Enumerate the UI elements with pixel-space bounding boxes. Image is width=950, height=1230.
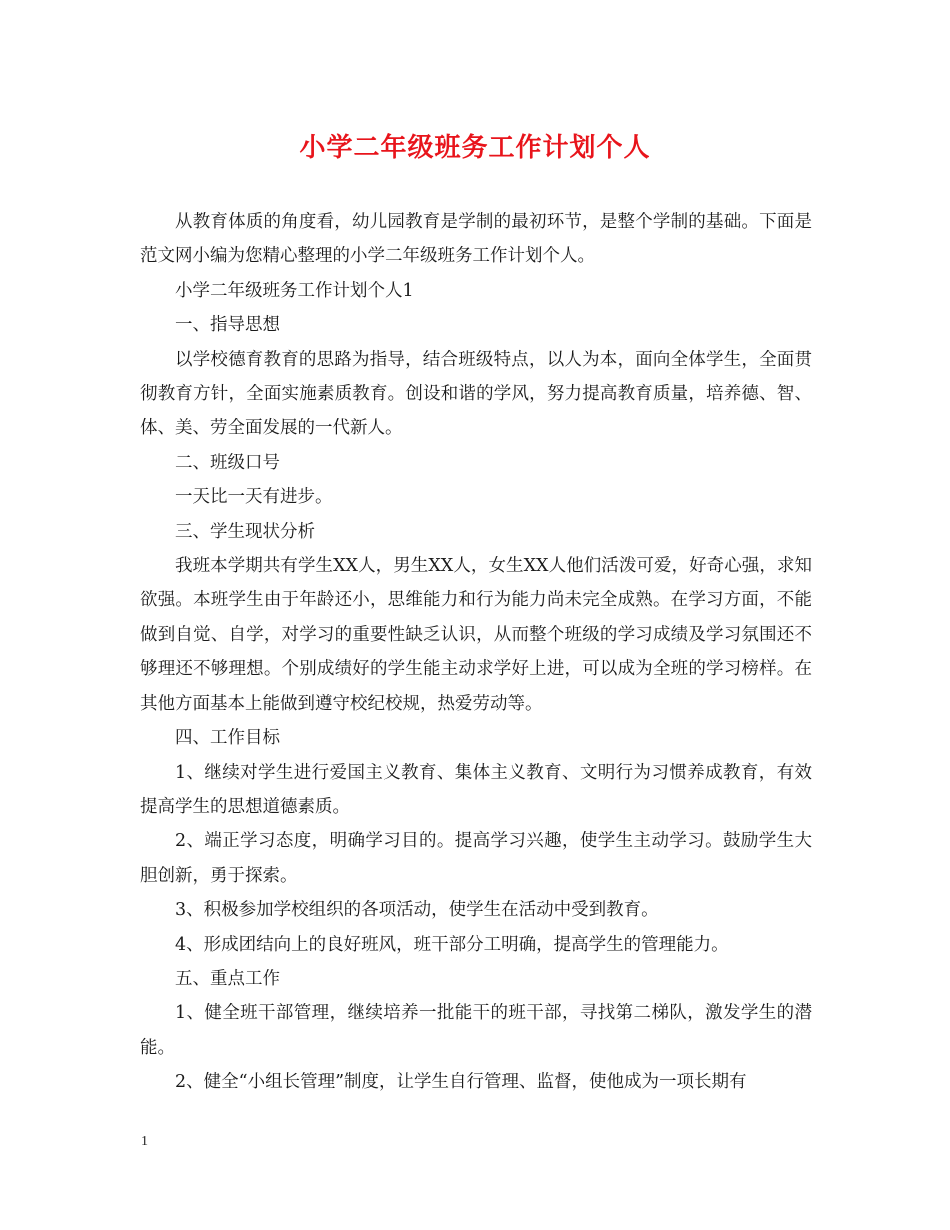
list-item: 4、形成团结向上的良好班风，班干部分工明确，提高学生的管理能力。 xyxy=(175,934,729,955)
paragraph: 一天比一天有进步。 xyxy=(175,487,333,508)
list-item: 2、健全“小组长管理”制度，让学生自行管理、监督，使他成为一项长期有 xyxy=(175,1072,747,1093)
paragraph: 我班本学期共有学生XX人，男生XX人，女生XX人他们活泼可爱，好奇心强，求知欲强。本班学生由于年龄还小，思维能力和行为能力尚未完全成熟。在学习方面，不能做到自觉、自学，对学习的重要性缺乏认识，从而整个班级的学习成绩及学习氛围还不够理还不够理想。个别成绩好的学生能主动求学好上进，可以成为全班的学习榜样。在其他方面基本上能做到遵守校纪校规，热爱劳动等。 xyxy=(140,556,812,714)
section-heading: 二、班级口号 xyxy=(175,452,280,473)
section-heading: 三、学生现状分析 xyxy=(175,521,315,542)
section-heading: 一、指导思想 xyxy=(175,315,280,336)
section-heading: 四、工作目标 xyxy=(175,728,280,749)
document-title: 小学二年级班务工作计划个人 xyxy=(299,133,651,163)
list-item: 1、健全班干部管理，继续培养一批能干的班干部，寻找第二梯队，激发学生的潜能。 xyxy=(140,1003,812,1058)
page-number: 1 xyxy=(141,1134,148,1149)
list-item: 1、继续对学生进行爱国主义教育、集体主义教育、文明行为习惯养成教育，有效提高学生的思想道德素质。 xyxy=(140,762,812,817)
paragraph: 小学二年级班务工作计划个人1 xyxy=(175,280,414,301)
document-body xyxy=(140,205,812,1100)
list-item: 2、端正学习态度，明确学习目的。提高学习兴趣，使学生主动学习。鼓励学生大胆创新，勇于探索。 xyxy=(140,831,812,886)
list-item: 3、积极参加学校组织的各项活动，使学生在活动中受到教育。 xyxy=(175,900,659,921)
paragraph: 从教育体质的角度看，幼儿园教育是学制的最初环节，是整个学制的基础。下面是范文网小编为您精心整理的小学二年级班务工作计划个人。 xyxy=(140,212,812,267)
paragraph: 以学校德育教育的思路为指导，结合班级特点，以人为本，面向全体学生，全面贯彻教育方针，全面实施素质教育。创设和谐的学风，努力提高教育质量，培养德、智、体、美、劳全面发展的一代新人。 xyxy=(140,349,812,439)
section-heading: 五、重点工作 xyxy=(175,968,280,989)
